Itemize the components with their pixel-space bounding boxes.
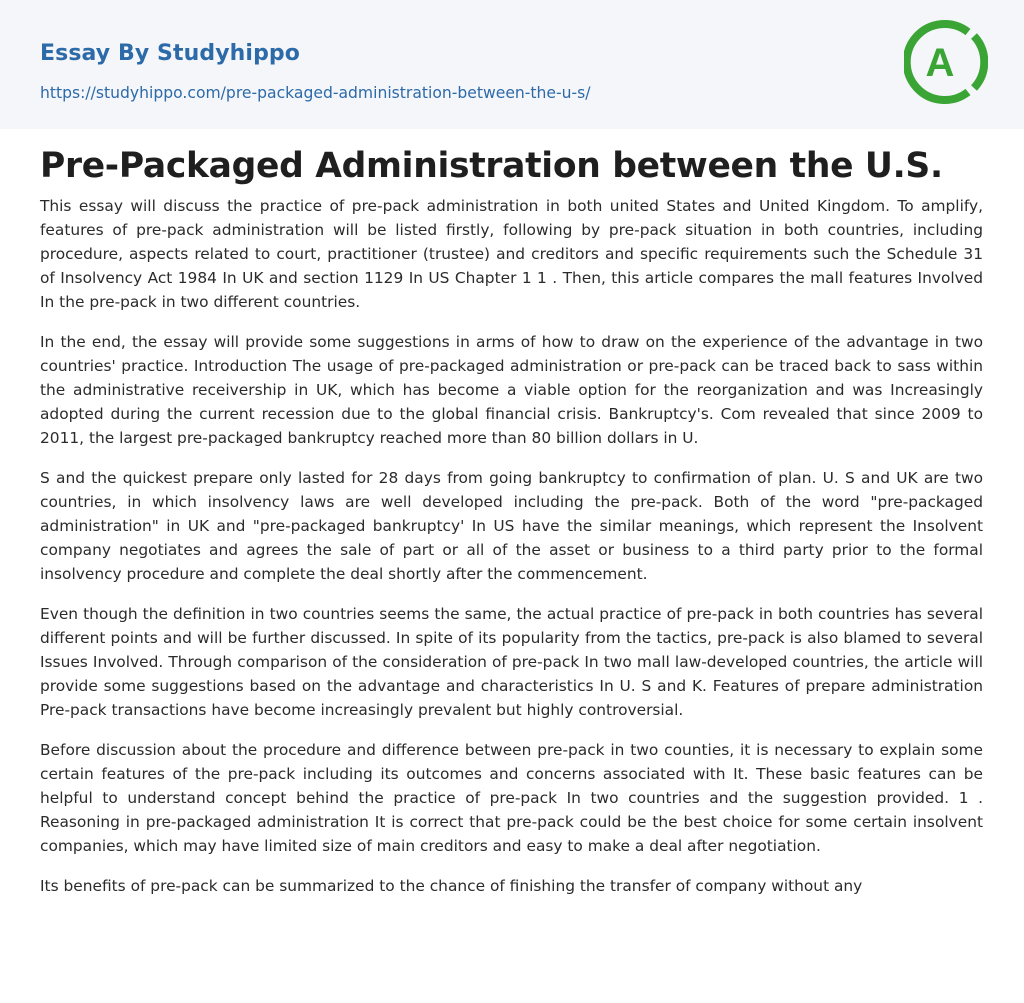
essay-paragraph: Its benefits of pre-pack can be summarized to the chance of finishing the transfer of company without any [40, 877, 863, 895]
essay-paragraph: Before discussion about the procedure and difference between pre-pack in two counties, it is necessary to explain some certain features of the pre-pack including its outcomes and concerns associated with It. These basic features can be helpful to understand concept behind the practice of pre-pack In two countries and the suggestion provided. 1 . Reasoning in pre-packaged administration It is correct that pre-pack could be the best choice for some certain insolvent companies, which may have limited size of main creditors and easy to make a deal after negotiation. [40, 741, 983, 855]
essay-paragraph: This essay will discuss the practice of pre-pack administration in both united States and United Kingdom. To amplify, features of pre-pack administration will be listed firstly, following by pre-pack situation in both countries, including procedure, aspects related to court, practitioner (trustee) and creditors and specific requirements such the Schedule 31 of Insolvency Act 1984 In UK and section 1129 In US Chapter 1 1 . Then, this article compares the mall features Involved In the pre-pack in two different countries. [40, 197, 983, 311]
site-header [0, 0, 1024, 129]
site-brand[interactable]: Essay By Studyhippo [40, 41, 300, 66]
essay-paragraph: In the end, the essay will provide some suggestions in arms of how to draw on the experience of the advantage in two countries' practice. Introduction The usage of pre-packaged administration or pre-pack can be traced back to sass within the administrative receivership in UK, which has become a viable option for the reorganization and was Increasingly adopted during the current recession due to the global financial crisis. Bankruptcy's. Com revealed that since 2009 to 2011, the largest pre-packaged bankruptcy reached more than 80 billion dollars in U. [40, 333, 983, 447]
essay-title: Pre-Packaged Administration between the U.S. [40, 146, 943, 186]
essay-paragraph: S and the quickest prepare only lasted for 28 days from going bankruptcy to confirmation of plan. U. S and UK are two countries, in which insolvency laws are well developed including the pre-pack. Both of the word "pre-packaged administration" in UK and "pre-packaged bankruptcy' In US have the similar meanings, which represent the Insolvent company negotiates and agrees the sale of part or all of the asset or business to a third party prior to the formal insolvency procedure and complete the deal shortly after the commencement. [40, 469, 983, 583]
essay-body [40, 194, 983, 914]
essay-paragraph: Even though the definition in two countries seems the same, the actual practice of pre-pack in both countries has several different points and will be further discussed. In spite of its popularity from the tactics, pre-pack is also blamed to several Issues Involved. Through comparison of the consideration of pre-pack In two mall law-developed countries, the article will provide some suggestions based on the advantage and characteristics In U. S and K. Features of prepare administration Pre-pack transactions have become increasingly prevalent but highly controversial. [40, 605, 983, 719]
studyhippo-logo-icon[interactable] [904, 18, 988, 106]
essay-url-link[interactable]: https://studyhippo.com/pre-packaged-administration-between-the-u-s/ [40, 84, 591, 102]
logo-letter: A [925, 41, 955, 85]
